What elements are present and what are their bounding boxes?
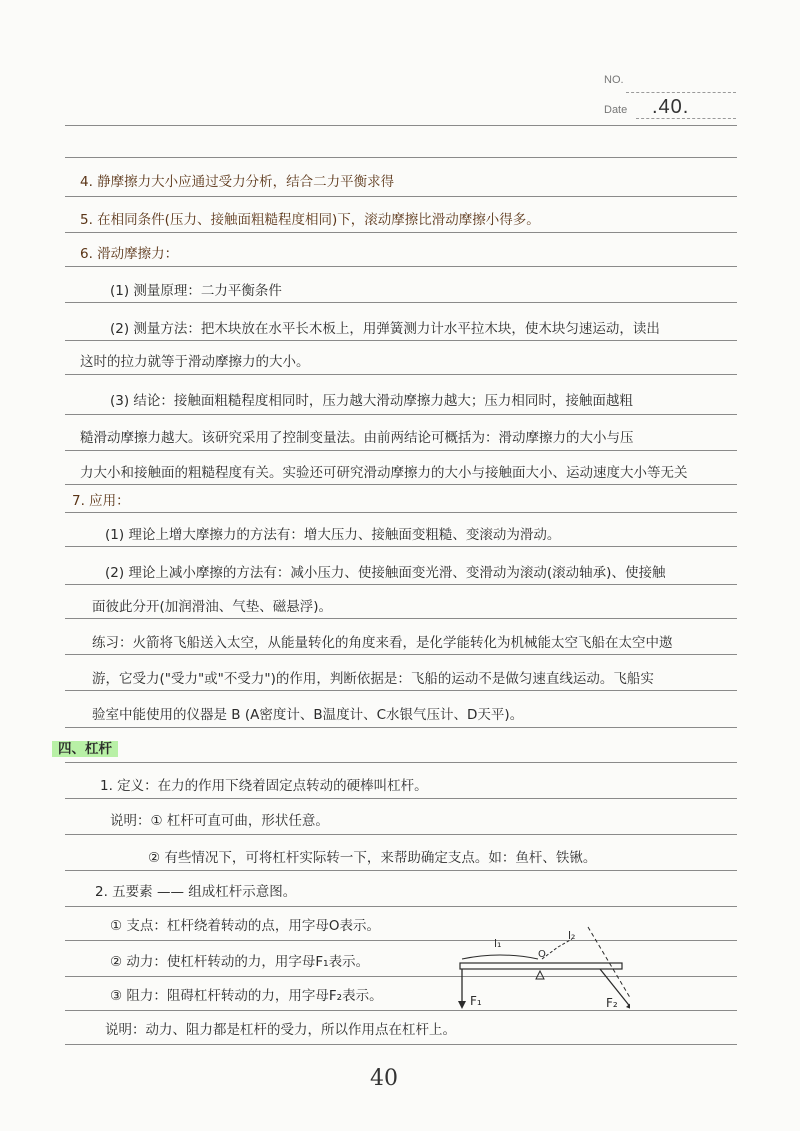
fulcrum-o-label: O xyxy=(538,949,546,960)
lever-bar xyxy=(460,963,622,969)
note-line-fulcrum: ① 支点：杠杆绕着转动的点，用字母O表示。 xyxy=(110,918,381,934)
note-line-exercise-cont-2: 验室中能使用的仪器是 B (A密度计、B温度计、C水银气压计、D天平)。 xyxy=(92,707,524,723)
note-line-lever-note-2: ② 有些情况下，可将杠杆实际转一下，来帮助确定支点。如：鱼杆、铁锹。 xyxy=(148,850,597,866)
f1-arrowhead-icon xyxy=(458,1001,466,1009)
note-line-resistance-force: ③ 阻力：阻碍杠杆转动的力，用字母F₂表示。 xyxy=(110,988,383,1004)
fulcrum-icon xyxy=(536,971,544,979)
ruled-line xyxy=(65,196,737,197)
note-line-reduce-friction: (2) 理论上减小摩擦的方法有：减小压力、使接触面变光滑、变滑动为滚动(滚动轴承)、使接触 xyxy=(105,565,666,581)
ruled-line xyxy=(65,340,737,341)
date-value: .40. xyxy=(652,96,690,118)
lever-diagram xyxy=(450,925,630,1025)
ruled-line xyxy=(65,125,737,126)
ruled-line xyxy=(65,512,737,513)
ruled-line xyxy=(65,906,737,907)
no-label: NO. xyxy=(604,74,624,86)
f2-label: F₂ xyxy=(606,996,618,1010)
ruled-line xyxy=(65,834,737,835)
ruled-line xyxy=(65,546,737,547)
date-label: Date xyxy=(604,104,628,116)
ruled-line xyxy=(65,302,737,303)
ruled-line xyxy=(65,976,737,977)
no-dash-line xyxy=(626,92,736,93)
highlighted-heading-lever: 四、杠杆 xyxy=(52,741,118,757)
ruled-line xyxy=(65,940,737,941)
note-line-measure-method: (2) 测量方法：把木块放在水平长木板上，用弹簧测力计水平拉木块，使木块匀速运动，读出 xyxy=(110,321,660,337)
ruled-line xyxy=(65,727,737,728)
note-line-measure-principle: (1) 测量原理：二力平衡条件 xyxy=(110,283,282,299)
note-line-measure-method-cont: 这时的拉力就等于滑动摩擦力的大小。 xyxy=(80,354,310,370)
l2-arm-line xyxy=(542,939,572,959)
date-dash-line xyxy=(636,118,736,119)
note-line-five-elements: 2. 五要素 —— 组成杠杆示意图。 xyxy=(95,884,297,900)
ruled-line xyxy=(65,414,737,415)
note-line-lever-definition: 1. 定义：在力的作用下绕着固定点转动的硬棒叫杠杆。 xyxy=(100,778,428,794)
ruled-line xyxy=(65,484,737,485)
heading-lever xyxy=(52,740,712,758)
note-line-lever-remark: 说明：动力、阻力都是杠杆的受力，所以作用点在杠杆上。 xyxy=(105,1022,456,1038)
ruled-line xyxy=(65,1010,737,1011)
note-line-conclusion: (3) 结论：接触面粗糙程度相同时，压力越大滑动摩擦力越大；压力相同时，接触面越粗 xyxy=(110,393,633,409)
ruled-line xyxy=(65,584,737,585)
l2-label: l₂ xyxy=(568,929,576,942)
note-line-5-rolling-friction: 5. 在相同条件(压力、接触面粗糙程度相同)下，滚动摩擦比滑动摩擦小得多。 xyxy=(80,212,540,228)
f1-label: F₁ xyxy=(470,994,482,1008)
ruled-line xyxy=(65,798,737,799)
ruled-line xyxy=(65,374,737,375)
note-line-reduce-friction-cont: 面彼此分开(加润滑油、气垫、磁悬浮)。 xyxy=(92,599,333,615)
l1-brace xyxy=(462,955,538,959)
page-number: 40 xyxy=(370,1066,398,1091)
ruled-line xyxy=(65,266,737,267)
ruled-line xyxy=(65,654,737,655)
note-line-exercise-cont-1: 游，它受力("受力"或"不受力")的作用，判断依据是：飞船的运动不是做匀速直线运动。飞船实 xyxy=(92,671,654,687)
ruled-line xyxy=(65,762,737,763)
ruled-line xyxy=(65,232,737,233)
note-line-conclusion-cont-2: 力大小和接触面的粗糙程度有关。实验还可研究滑动摩擦力的大小与接触面大小、运动速度大小等无关 xyxy=(80,465,688,481)
note-line-4-static-friction: 4. 静摩擦力大小应通过受力分析，结合二力平衡求得 xyxy=(80,174,395,190)
ruled-line xyxy=(65,157,737,158)
note-line-lever-note-1: 说明：① 杠杆可直可曲，形状任意。 xyxy=(110,813,329,829)
l1-label: l₁ xyxy=(494,937,502,950)
ruled-line xyxy=(65,450,737,451)
note-line-conclusion-cont-1: 糙滑动摩擦力越大。该研究采用了控制变量法。由前两结论可概括为：滑动摩擦力的大小与压 xyxy=(80,430,634,446)
note-line-increase-friction: (1) 理论上增大摩擦力的方法有：增大压力、接触面变粗糙、变滚动为滑动。 xyxy=(105,527,561,543)
note-line-exercise: 练习：火箭将飞船送入太空，从能量转化的角度来看，是化学能转化为机械能太空飞船在太空中遨 xyxy=(92,635,673,651)
note-line-effort-force: ② 动力：使杠杆转动的力，用字母F₁表示。 xyxy=(110,954,370,970)
ruled-line xyxy=(65,618,737,619)
ruled-line xyxy=(65,690,737,691)
ruled-line xyxy=(65,1044,737,1045)
ruled-line xyxy=(65,870,737,871)
heading-application: 7. 应用： xyxy=(72,493,130,509)
heading-sliding-friction: 6. 滑动摩擦力： xyxy=(80,246,179,262)
